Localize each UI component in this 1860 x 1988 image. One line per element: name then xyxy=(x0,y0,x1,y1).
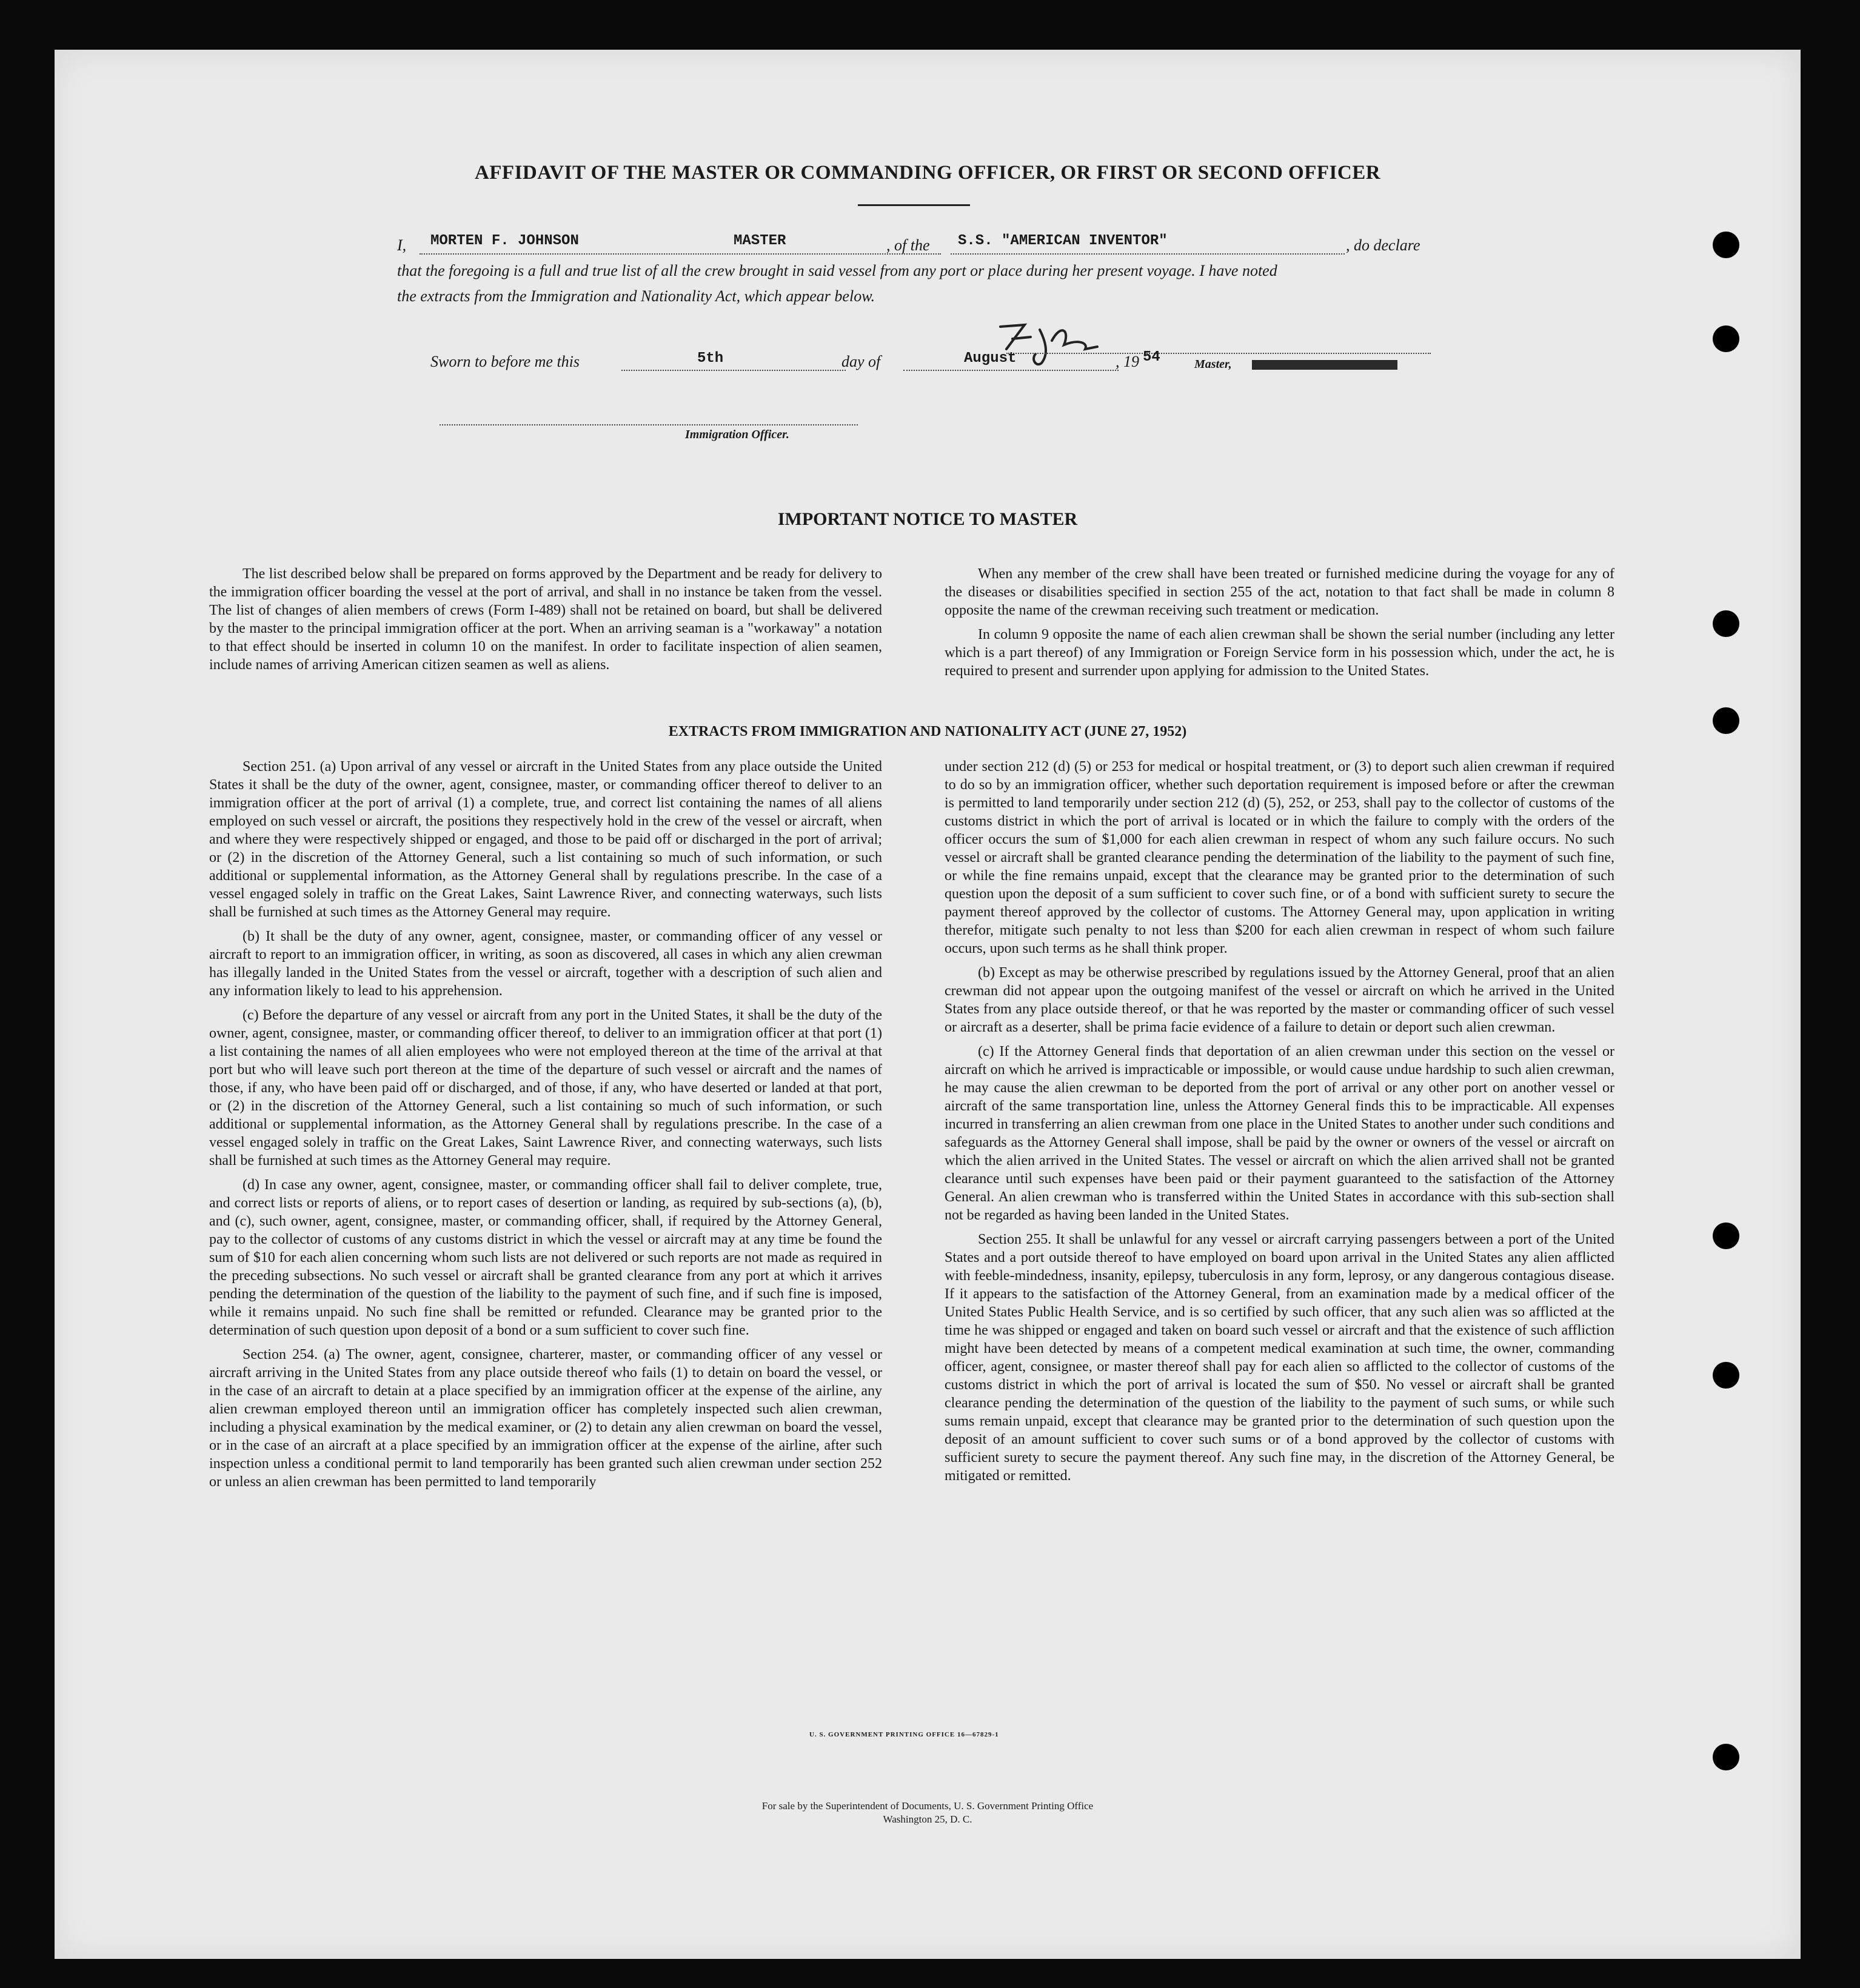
signature-line xyxy=(1006,353,1431,354)
notice-right-column xyxy=(945,565,1614,686)
do-declare-label: , do declare xyxy=(1346,236,1420,254)
extracts-right-column xyxy=(945,758,1614,1491)
section-254-c: (c) If the Attorney General finds that deportation of an alien crewman under this section on the vessel or aircraft on which he arrived is impracticable or impossible, or would cause undue hardship to such alien crewman, he may cause the alien crewman to be deported from the port of arrival or any other port on another vessel or aircraft of the same transportation line, unless the Attorney General finds this to be impracticable. All expenses incurred in transferring an alien crewman from one place in the United States to another under such conditions and safeguards as the Attorney General shall impose, shall be paid by the owner or owners of the vessel or aircraft on which the alien arrived in the United States. The vessel or aircraft on which the alien arrived shall not be granted clearance until such expenses have been paid or their payment guaranteed to the satisfaction of the Attorney General. An alien crewman who is transferred within the United States in accordance with this sub-section shall not be regarded as having been landed in the United States. xyxy=(945,1044,1614,1223)
extracts-left-column xyxy=(209,758,882,1497)
punch-hole xyxy=(1713,232,1739,258)
section-251-b: (b) It shall be the duty of any owner, agent, consignee, master, or commanding officer of any vessel or aircraft to report to an immigration officer, in writing, as soon as discovered, all cases in which any alien crewman has illegally landed in the United States from the vessel or aircraft, together with a description of such alien and any information likely to lead to his apprehension. xyxy=(209,929,882,999)
month-field-line xyxy=(903,370,1119,371)
punch-hole xyxy=(1713,707,1739,734)
year-prefix: , 19 xyxy=(1116,353,1139,370)
affidavit-prefix: I, xyxy=(397,236,407,254)
punch-hole xyxy=(1713,1362,1739,1389)
section-254-a-continued: under section 212 (d) (5) or 253 for medical or hospital treatment, or (3) to deport such alien crewman if required to do so by an immigration officer, whether such deportation requirement is imposed before or after the crewman is permitted to land temporarily under section 212 (d) (5), 252, or 253, shall pay to the collector of customs of the customs district in which the port of arrival is located or in which the failure to comply with the orders of the officer occurs the sum of $1,000 for each alien crewman in respect of whom any such failure occurs. No such vessel or aircraft shall be granted clearance pending the determination of the liability to the payment of such fine, or while the fine remains unpaid, except that the clearance may be granted prior to the determination of such question upon the deposit of a sum sufficient to cover such fine, or of a bond with sufficient surety to secure the payment thereof approved by the collector of customs. The Attorney General may, upon application in writing therefor, mitigate such penalty to not less than $200 for each alien crewman in respect of whom such failure occurs, upon such terms as he shall think proper. xyxy=(945,759,1614,956)
name-field-line xyxy=(420,253,941,255)
sworn-year: 54 xyxy=(1143,349,1160,365)
printing-office-mark: U. S. GOVERNMENT PRINTING OFFICE 16—67829-1 xyxy=(809,1731,999,1738)
title-divider xyxy=(858,204,970,206)
notice-left-column xyxy=(209,565,882,680)
notice-paragraph: The list described below shall be prepared on forms approved by the Department and be ready for delivery to the immigration officer boarding the vessel at the port of arrival, and shall in no instance be taken from the vessel. The list of changes of alien members of crews (Form I-489) shall not be retained on board, but shall be delivered by the master to the principal immigration officer at the port. When an arriving seaman is a "workaway" a notation to that effect should be inserted in column 10 on the manifest. In order to facilitate inspection of alien seamen, include names of arriving American citizen seamen as well as aliens. xyxy=(209,566,882,673)
day-field-line xyxy=(621,370,846,371)
vessel-field-line xyxy=(951,253,1345,255)
punch-hole xyxy=(1713,325,1739,352)
day-of-label: day of xyxy=(841,353,881,370)
sale-notice-line-1: For sale by the Superintendent of Documents, U. S. Government Printing Office xyxy=(761,1800,1094,1812)
notice-title: IMPORTANT NOTICE TO MASTER xyxy=(777,509,1078,529)
section-254-b: (b) Except as may be otherwise prescribed by regulations issued by the Attorney General, proof that an alien crewman did not appear upon the outgoing manifest of the vessel or aircraft on which he arrived in the United States from any place outside thereof, or that he was reported by the master or commanding officer of such vessel or aircraft as a deserter, shall be prima facie evidence of a failure to detain or deport such alien crewman. xyxy=(945,965,1614,1035)
officer-signature-line xyxy=(440,424,858,425)
sworn-label: Sworn to before me this xyxy=(430,353,580,370)
document-title: AFFIDAVIT OF THE MASTER OR COMMANDING OFFICER, OR FIRST OR SECOND OFFICER xyxy=(474,162,1381,184)
extracts-title: EXTRACTS FROM IMMIGRATION AND NATIONALITY ACT (JUNE 27, 1952) xyxy=(668,724,1187,739)
section-251-a: Section 251. (a) Upon arrival of any vessel or aircraft in the United States from any place outside the United States it shall be the duty of the owner, agent, consignee, master, or commanding officer thereof to deliver to an immigration officer at the port of arrival (1) a complete, true, and correct list containing the names of all aliens employed on such vessel or aircraft, the positions they respectively hold in the crew of the vessel or aircraft, when and where they were respectively shipped or engaged, and those to be paid off or discharged in the port of arrival; or (2) in the discretion of the Attorney General, such a list containing so much of such information, or such additional or supplemental information, as the Attorney General shall by regulations prescribe. In the case of a vessel engaged solely in traffic on the Great Lakes, Saint Lawrence River, and connecting waterways, such lists shall be furnished at such times as the Attorney General may require. xyxy=(209,759,882,920)
punch-hole xyxy=(1713,1744,1739,1770)
section-251-d: (d) In case any owner, agent, consignee, master, or commanding officer shall fail to deliver complete, true, and correct lists or reports of aliens, or to report cases of desertion or landing, as required by sub-sections (a), (b), and (c), such owner, agent, consignee, master, or commanding officer, shall, if required by the Attorney General, pay to the collector of customs of any customs district in which the vessel or aircraft may at any time be found the sum of $10 for each alien concerning whom such lists are not delivered or such reports are not made as required in the preceding subsections. No such vessel or aircraft shall be granted clearance from any port at which it arrives pending the determination of the question of the liability to the payment of such fine, and if such fine is imposed, while it remains unpaid. No such fine shall be remitted or refunded. Clearance may be granted prior to the determination of such question upon deposit of a bond or a sum sufficient to cover such fine. xyxy=(209,1177,882,1338)
section-255: Section 255. It shall be unlawful for any vessel or aircraft carrying passengers between a port of the United States and a port outside thereof to have employed on board upon arrival in the United States any alien afflicted with feeble-mindedness, insanity, epilepsy, tuberculosis in any form, leprosy, or any dangerous contagious disease. If it appears to the satisfaction of the Attorney General, from an examination made by a medical officer of the United States Public Health Service, and is so certified by such officer, that any such alien was so afflicted at the time he was shipped or engaged and taken on board such vessel or aircraft and that the existence of such affliction might have been detected by means of a competent medical examination at such time, the owner, commanding officer, agent, consignee, or master thereof shall pay for each alien so afflicted to the collector of customs of the customs district in which the port of arrival is located the sum of $50. No vessel or aircraft shall be granted clearance pending the determination of the question of the liability to the payment of such sums, or while such sums remain unpaid, except that clearance may be granted prior to the determination of such question upon the deposit of an amount sufficient to cover such sums or of a bond approved by the collector of customs with sufficient surety to secure the payment thereof. Any such fine may, in the discretion of the Attorney General, be mitigated or remitted. xyxy=(945,1232,1614,1484)
sworn-month: August xyxy=(964,350,1017,367)
affidavit-statement-line-3: the extracts from the Immigration and Nationality Act, which appear below. xyxy=(397,287,875,305)
immigration-officer-label: Immigration Officer. xyxy=(685,428,789,441)
of-the-label: , of the xyxy=(886,236,930,254)
master-name: MORTEN F. JOHNSON xyxy=(430,233,579,249)
master-label: Master, xyxy=(1194,358,1232,371)
sale-notice-line-2: Washington 25, D. C. xyxy=(883,1813,972,1825)
punch-hole xyxy=(1713,1222,1739,1249)
affidavit-page xyxy=(55,50,1801,1959)
struck-out-text xyxy=(1252,360,1397,370)
notice-paragraph-serial: In column 9 opposite the name of each alien crewman shall be shown the serial number (including any letter which is a part thereof) of any Immigration or Foreign Service form in his possession which, under the act, he is required to present and surrender upon applying for admission to the United States. xyxy=(945,627,1614,679)
affidavit-statement-line-2: that the foregoing is a full and true list of all the crew brought in said vessel from any port or place during her present voyage. I have noted xyxy=(397,262,1277,279)
master-rank: MASTER xyxy=(734,233,786,249)
sworn-day: 5th xyxy=(697,350,724,367)
notice-paragraph-treatment: When any member of the crew shall have been treated or furnished medicine during the voyage for any of the diseases or disabilities specified in section 255 of the act, notation to that fact shall be made in column 8 opposite the name of the crewman receiving such treatment or medication. xyxy=(945,566,1614,618)
section-254-a: Section 254. (a) The owner, agent, consignee, charterer, master, or commanding officer of any vessel or aircraft arriving in the United States from any place outside thereof who fails (1) to detain on board the vessel, or in the case of an aircraft to detain at a place specified by an immigration officer at the expense of the airline, any alien crewman employed thereon until an immigration officer has completely inspected such alien crewman, including a physical examination by the medical examiner, or (2) to detain any alien crewman on board the vessel, or in the case of an aircraft at a place specified by an immigration officer at the expense of the airline, after such inspection unless a conditional permit to land temporarily has been granted such alien crewman under section 252 or unless an alien crewman has been permitted to land temporarily xyxy=(209,1347,882,1490)
vessel-name: S.S. "AMERICAN INVENTOR" xyxy=(958,233,1168,249)
punch-hole xyxy=(1713,610,1739,637)
section-251-c: (c) Before the departure of any vessel or aircraft from any port in the United States, it shall be the duty of the owner, agent, consignee, master, or commanding officer thereof, to deliver to an immigration officer at that port (1) a list containing the names of all alien employees who were not employed thereon at the time of the arrival at that port but who will leave such port thereon at the time of the departure of such vessel or aircraft and the names of those, if any, who have been paid off or discharged, and of those, if any, who have deserted or landed at that port, or (2) in the discretion of the Attorney General, such a list containing so much of such information, or such additional or supplemental information, as the Attorney General shall by regulations prescribe. In the case of a vessel engaged solely in traffic on the Great Lakes, Saint Lawrence River, and connecting waterways, such lists shall be furnished at such times as the Attorney General may require. xyxy=(209,1007,882,1169)
